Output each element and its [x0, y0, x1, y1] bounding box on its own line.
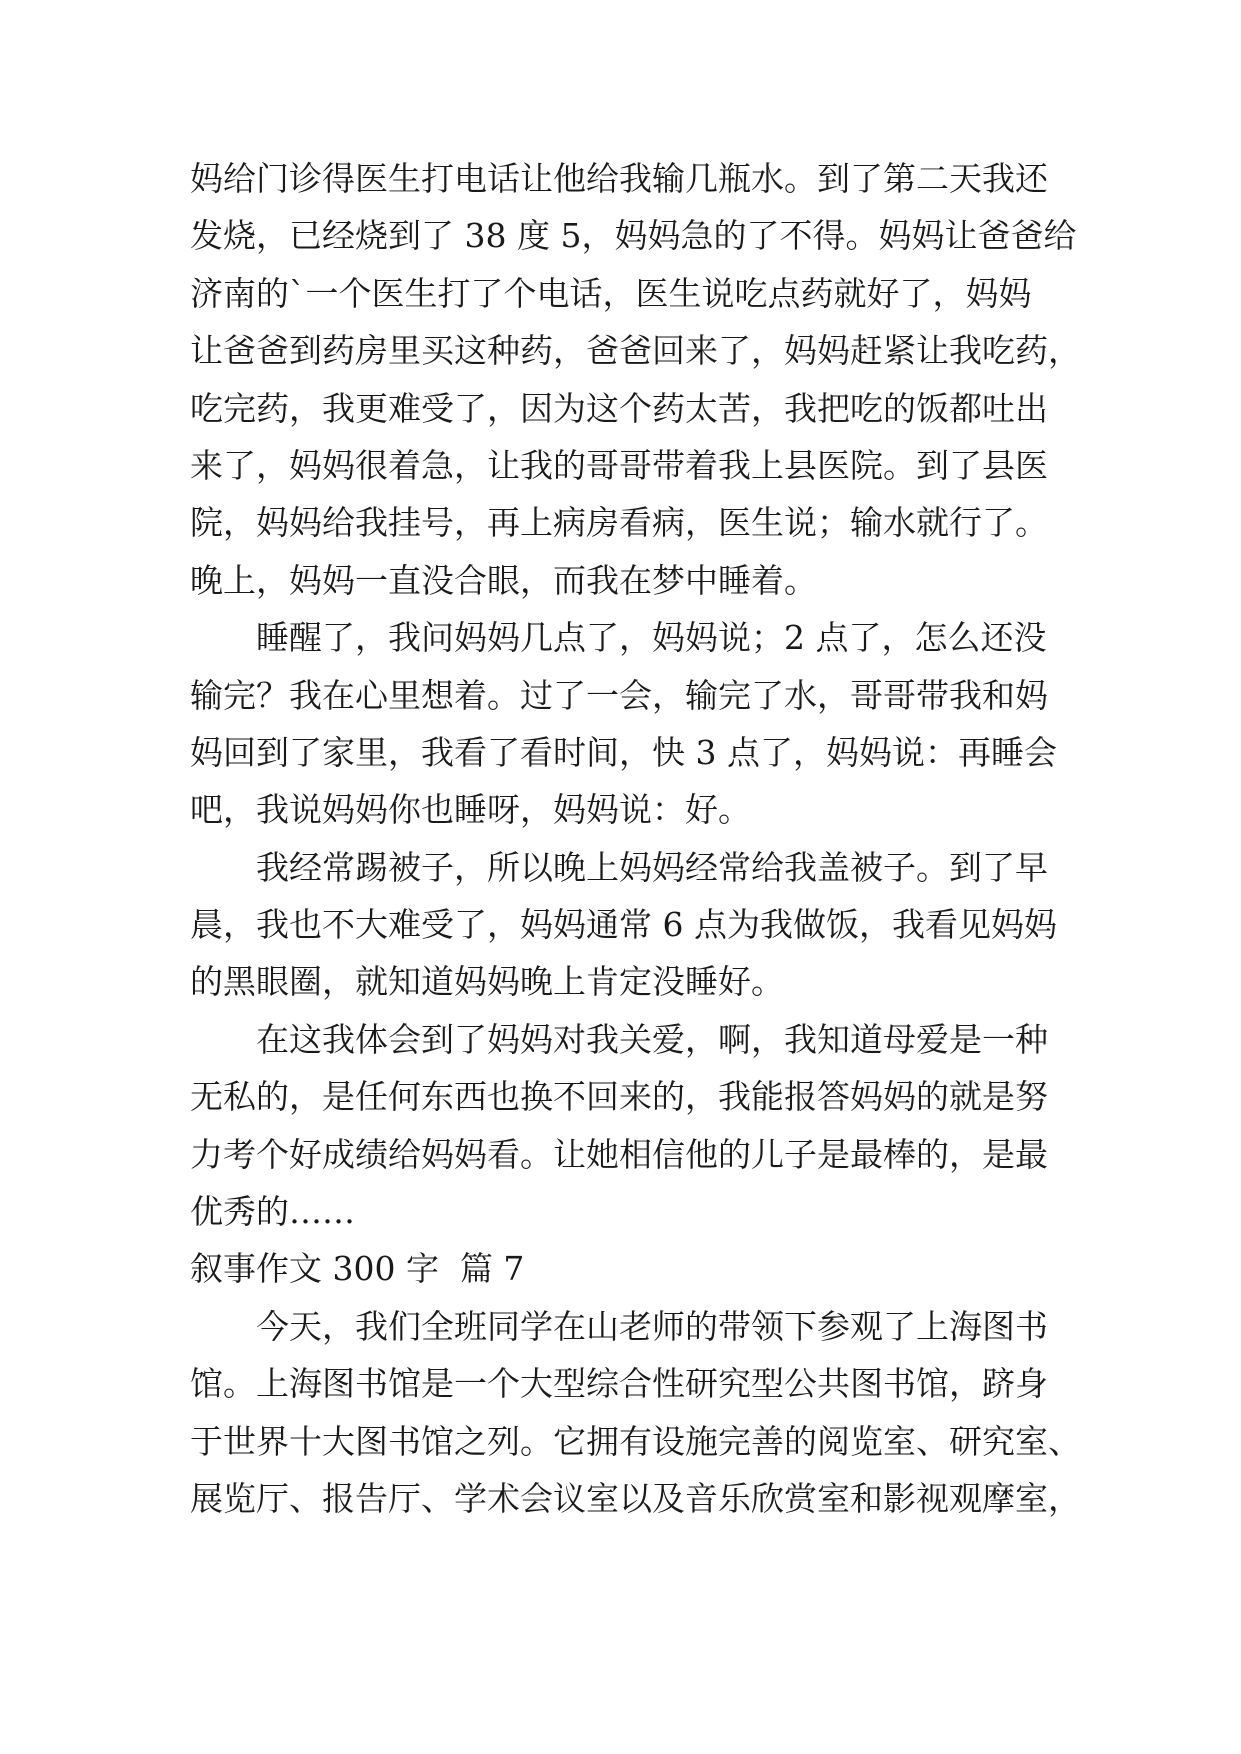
text-line: 输完？我在心里想着。过了一会，输完了水，哥哥带我和妈 — [190, 675, 1048, 715]
text-line: 济南的`一个医生打了个电话，医生说吃点药就好了，妈妈 — [190, 273, 1032, 313]
text-line: 吃完药，我更难受了，因为这个药太苦，我把吃的饭都吐出 — [190, 388, 1048, 428]
text-line: 发烧，已经烧到了 38 度 5，妈妈急的了不得。妈妈让爸爸给 — [190, 216, 1077, 256]
text-line: 院，妈妈给我挂号，再上病房看病，医生说；输水就行了。 — [190, 503, 1048, 543]
text-line: 馆。上海图书馆是一个大型综合性研究型公共图书馆，跻身 — [190, 1364, 1048, 1404]
text-line: 无私的，是任何东西也换不回来的，我能报答妈妈的就是努 — [190, 1077, 1048, 1117]
text-line: 妈回到了家里，我看了看时间，快 3 点了，妈妈说：再睡会 — [190, 732, 1057, 772]
text-line: 晨，我也不大难受了，妈妈通常 6 点为我做饭，我看见妈妈 — [190, 905, 1057, 945]
text-line: 在这我体会到了妈妈对我关爱，啊，我知道母爱是一种 — [256, 1019, 1048, 1059]
text-line: 今天，我们全班同学在山老师的带领下参观了上海图书 — [256, 1306, 1048, 1346]
paragraph — [190, 150, 1081, 609]
text-line: 展览厅、报告厅、学术会议室以及音乐欣赏室和影视观摩室， — [190, 1478, 1081, 1518]
text-line: 的黑眼圈，就知道妈妈晚上肯定没睡好。 — [190, 962, 784, 1002]
paragraph — [190, 839, 1070, 1011]
text-line: 睡醒了，我问妈妈几点了，妈妈说；2 点了，怎么还没 — [256, 618, 1047, 658]
paragraph — [190, 609, 1070, 839]
paragraph — [190, 1011, 1070, 1241]
text-line: 力考个好成绩给妈妈看。让她相信他的儿子是最棒的，是最 — [190, 1134, 1048, 1174]
paragraph — [190, 1298, 1081, 1528]
text-line: 晚上，妈妈一直没合眼，而我在梦中睡着。 — [190, 560, 817, 600]
document-body — [190, 150, 1081, 1527]
text-line: 优秀的…… — [190, 1192, 355, 1232]
text-line: 妈给门诊得医生打电话让他给我输几瓶水。到了第二天我还 — [190, 159, 1048, 198]
text-line: 来了，妈妈很着急，让我的哥哥带着我上县医院。到了县医 — [190, 445, 1048, 485]
text-line: 让爸爸到药房里买这种药，爸爸回来了，妈妈赶紧让我吃药， — [190, 331, 1081, 371]
text-line: 于世界十大图书馆之列。它拥有设施完善的阅览室、研究室、 — [190, 1421, 1081, 1461]
text-line: 我经常踢被子，所以晚上妈妈经常给我盖被子。到了早 — [256, 847, 1048, 887]
section-heading: 叙事作文 300 字 篇 7 — [190, 1249, 525, 1289]
text-line: 吧，我说妈妈你也睡呀，妈妈说：好。 — [190, 790, 751, 830]
